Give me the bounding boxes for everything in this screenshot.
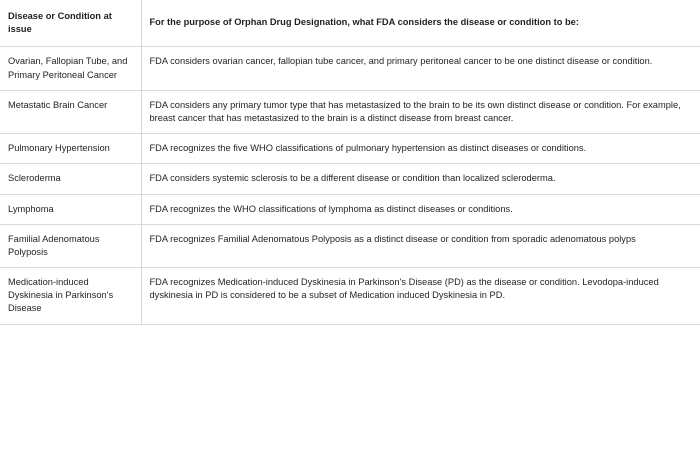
table-row	[0, 134, 700, 164]
cell-condition: Metastatic Brain Cancer	[0, 90, 141, 133]
cell-condition: Medication-induced Dyskinesia in Parkinson's Disease	[0, 268, 141, 325]
table-body	[0, 47, 700, 324]
table-header	[0, 0, 700, 47]
cell-condition: Pulmonary Hypertension	[0, 134, 141, 164]
cell-condition: Ovarian, Fallopian Tube, and Primary Peritoneal Cancer	[0, 47, 141, 90]
cell-condition: Lymphoma	[0, 194, 141, 224]
table-row	[0, 268, 700, 325]
table-row	[0, 194, 700, 224]
table-row	[0, 47, 700, 90]
cell-meaning: FDA considers any primary tumor type that has metastasized to the brain to be its own distinct disease or condition. For example, breast cancer that has metastasized to the brain is a distinct disease from breast cancer.	[141, 90, 700, 133]
column-header-condition: Disease or Condition at issue	[0, 0, 141, 47]
cell-condition: Scleroderma	[0, 164, 141, 194]
cell-meaning: FDA recognizes Familial Adenomatous Polyposis as a distinct disease or condition from sporadic adenomatous polyps	[141, 224, 700, 267]
table-row	[0, 224, 700, 267]
table-header-row	[0, 0, 700, 47]
cell-meaning: FDA recognizes the five WHO classifications of pulmonary hypertension as distinct diseases or conditions.	[141, 134, 700, 164]
cell-meaning: FDA recognizes Medication-induced Dyskinesia in Parkinson's Disease (PD) as the disease or condition. Levodopa-induced dyskinesia in PD is considered to be a subset of Medication induced Dyskinesia in PD.	[141, 268, 700, 325]
cell-meaning: FDA considers systemic sclerosis to be a different disease or condition than localized scleroderma.	[141, 164, 700, 194]
cell-meaning: FDA recognizes the WHO classifications of lymphoma as distinct diseases or conditions.	[141, 194, 700, 224]
table-row	[0, 90, 700, 133]
table-row	[0, 164, 700, 194]
cell-meaning: FDA considers ovarian cancer, fallopian tube cancer, and primary peritoneal cancer to be one distinct disease or condition.	[141, 47, 700, 90]
column-header-meaning: For the purpose of Orphan Drug Designation, what FDA considers the disease or condition to be:	[141, 0, 700, 47]
cell-condition: Familial Adenomatous Polyposis	[0, 224, 141, 267]
